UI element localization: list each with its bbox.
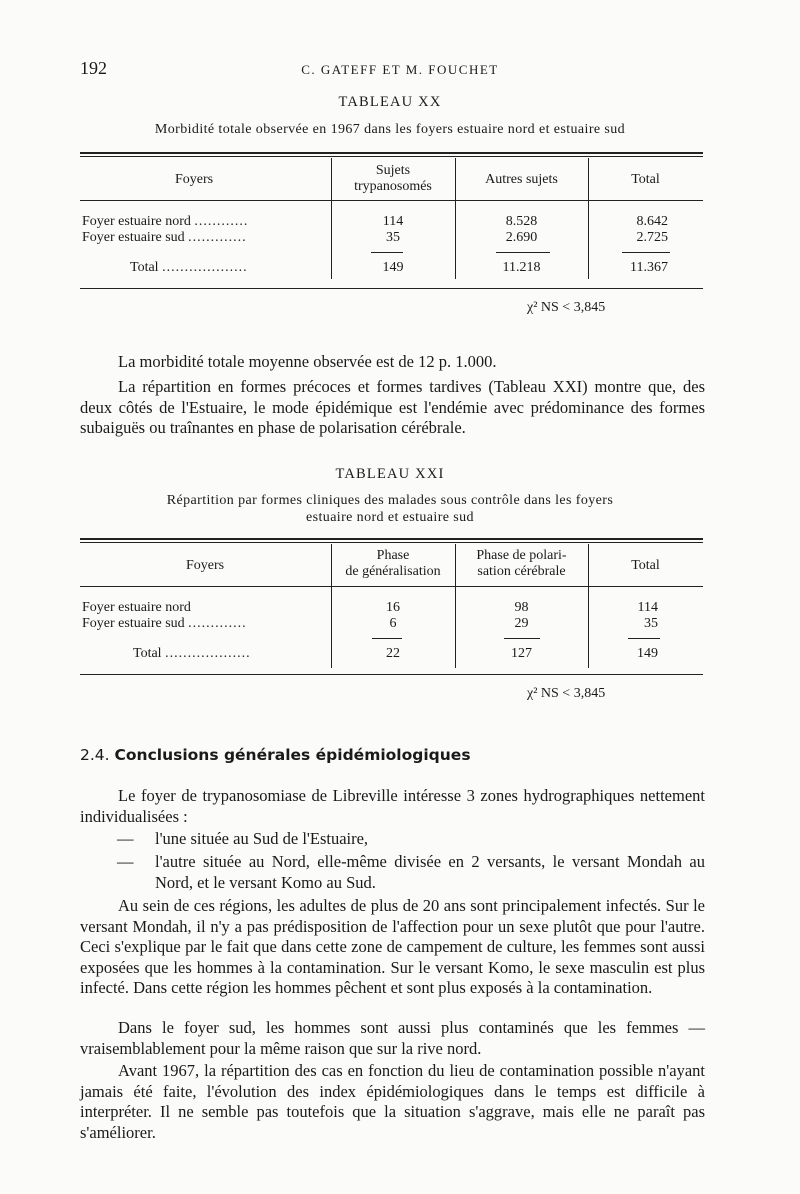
- cell-total: 8.642: [636, 214, 668, 229]
- table-row-total: [130, 260, 248, 276]
- table21-header-generalisation: de généralisation: [345, 564, 441, 579]
- table20-top-rule-2: [80, 156, 703, 157]
- section-title: Conclusions générales épidémiologiques: [114, 746, 471, 764]
- cell-sujets: 149: [382, 260, 404, 275]
- cell-sujets: 114: [382, 214, 404, 229]
- paragraph-morbidite: La morbidité totale moyenne observée est de 12 p. 1.000.: [118, 352, 497, 371]
- row-leader: .............: [188, 230, 247, 245]
- table20-chi-square: χ² NS < 3,845: [527, 300, 606, 315]
- paragraph-repartition: La répartition en formes précoces et formes tardives (Tableau XXI) montre que, des deux côtés de l'Estuaire, le mode épidémique est l'endémie avec prédominance des formes subaiguës ou traînantes en phase de polarisation cérébrale.: [80, 377, 705, 437]
- paragraph-regions: Au sein de ces régions, les adultes de plus de 20 ans sont principalement infectés. Sur le versant Mondah, il n'y a pas prédisposition de l'affection pour un sexe plutôt que pour l'autre. Ceci s'explique par le fait que dans cette zone de campement de culture, les femmes sont aussi exposées que les hommes à la contamination. Sur le versant Komo, le sexe masculin est plus infecté. Dans cette région les hommes pêchent et sont plus exposés à la contamination.: [80, 896, 705, 997]
- table20-header-autres: Autres sujets: [485, 172, 558, 187]
- list-dash: —: [117, 829, 134, 848]
- table-row: [82, 600, 191, 616]
- sum-rule: [371, 252, 403, 253]
- table-row: [82, 214, 248, 230]
- section-heading: [80, 746, 471, 764]
- table-row: [82, 230, 247, 246]
- sum-rule: [496, 252, 550, 253]
- table20-caption: Morbidité totale observée en 1967 dans les foyers estuaire nord et estuaire sud: [154, 122, 626, 137]
- table21-caption-line2: estuaire nord et estuaire sud: [306, 510, 474, 525]
- list-item-text: l'une située au Sud de l'Estuaire,: [155, 829, 369, 848]
- table21-header-cerebrale: sation cérébrale: [477, 564, 566, 579]
- table21-header-polarisation: Phase de polari-: [476, 548, 567, 563]
- sum-rule: [622, 252, 670, 253]
- paragraph-foyer-sud: Dans le foyer sud, les hommes sont aussi plus contaminés que les femmes — vraisemblablement pour la même raison que sur la rive nord.: [80, 1018, 705, 1058]
- cell-generalisation: 16: [386, 600, 400, 615]
- running-head: C. GATEFF ET M. FOUCHET: [301, 62, 499, 77]
- sum-rule: [504, 638, 540, 639]
- paragraph-intro: Le foyer de trypanosomiase de Libreville intéresse 3 zones hydrographiques nettement individualisées :: [80, 786, 705, 826]
- list-item: [117, 829, 707, 851]
- sum-rule: [372, 638, 402, 639]
- paragraph-avant-1967: Avant 1967, la répartition des cas en fonction du lieu de contamination possible n'ayant jamais été faite, l'évolution des index épidémiologiques dans le temps est difficile à interpréter. Il ne semble pas toutefois que la situation s'aggrave, mais elle ne paraît pas s'améliorer.: [80, 1061, 705, 1142]
- row-leader: ...................: [162, 260, 248, 275]
- table21-header-phase: Phase: [376, 548, 410, 563]
- cell-autres: 11.218: [502, 260, 541, 275]
- cell-total: 149: [637, 646, 658, 661]
- table20-top-rule: [80, 152, 703, 154]
- table21-title: TABLEAU XXI: [335, 466, 445, 482]
- cell-sujets: 35: [386, 230, 400, 245]
- table21-caption-line1: Répartition par formes cliniques des malades sous contrôle dans les foyers: [166, 493, 614, 508]
- row-label: Foyer estuaire sud: [82, 616, 185, 631]
- cell-generalisation: 6: [389, 616, 397, 631]
- row-leader: .............: [188, 616, 247, 631]
- row-leader: ...................: [165, 646, 251, 661]
- table21-chi-square: χ² NS < 3,845: [527, 686, 606, 701]
- table21-header-rule: [80, 586, 703, 587]
- section-number: 2.4.: [80, 746, 110, 764]
- cell-autres: 8.528: [505, 214, 538, 229]
- cell-polarisation: 98: [514, 600, 529, 615]
- cell-generalisation: 22: [386, 646, 400, 661]
- table21-top-rule: [80, 538, 703, 540]
- cell-total: 114: [637, 600, 658, 615]
- cell-polarisation: 29: [514, 616, 529, 631]
- row-label: Total: [133, 646, 162, 661]
- list-item: [117, 852, 707, 894]
- table21-header-foyers: Foyers: [186, 558, 225, 573]
- table-row: [82, 616, 247, 632]
- list-item-text: l'autre située au Nord, elle-même divisée en 2 versants, le versant Mondah au Nord, et le versant Komo au Sud.: [155, 852, 705, 892]
- page-number: 192: [80, 58, 107, 78]
- cell-total: 2.725: [636, 230, 668, 245]
- table-row-total: [133, 646, 251, 662]
- row-label: Total: [130, 260, 159, 275]
- table20-title: TABLEAU XX: [338, 94, 442, 110]
- table20-bottom-rule: [80, 288, 703, 289]
- row-label: Foyer estuaire sud: [82, 230, 185, 245]
- row-leader: ............: [194, 214, 249, 229]
- cell-autres: 2.690: [505, 230, 538, 245]
- table20-header-sujets: Sujets: [375, 163, 411, 178]
- cell-total: 35: [644, 616, 658, 631]
- cell-total: 11.367: [630, 260, 668, 275]
- table21-bottom-rule: [80, 674, 703, 675]
- cell-polarisation: 127: [511, 646, 532, 661]
- table21-header-total: Total: [631, 558, 660, 573]
- table20-header-rule: [80, 200, 703, 201]
- table20-header-total: Total: [631, 172, 660, 187]
- sum-rule: [628, 638, 660, 639]
- table21-caption: [90, 492, 690, 526]
- row-label: Foyer estuaire nord: [82, 600, 191, 615]
- table20-header-foyers: Foyers: [175, 172, 214, 187]
- table21-top-rule-2: [80, 542, 703, 543]
- row-label: Foyer estuaire nord: [82, 214, 191, 229]
- table20-header-trypanosomes: trypanosomés: [354, 179, 432, 194]
- list-dash: —: [117, 852, 134, 871]
